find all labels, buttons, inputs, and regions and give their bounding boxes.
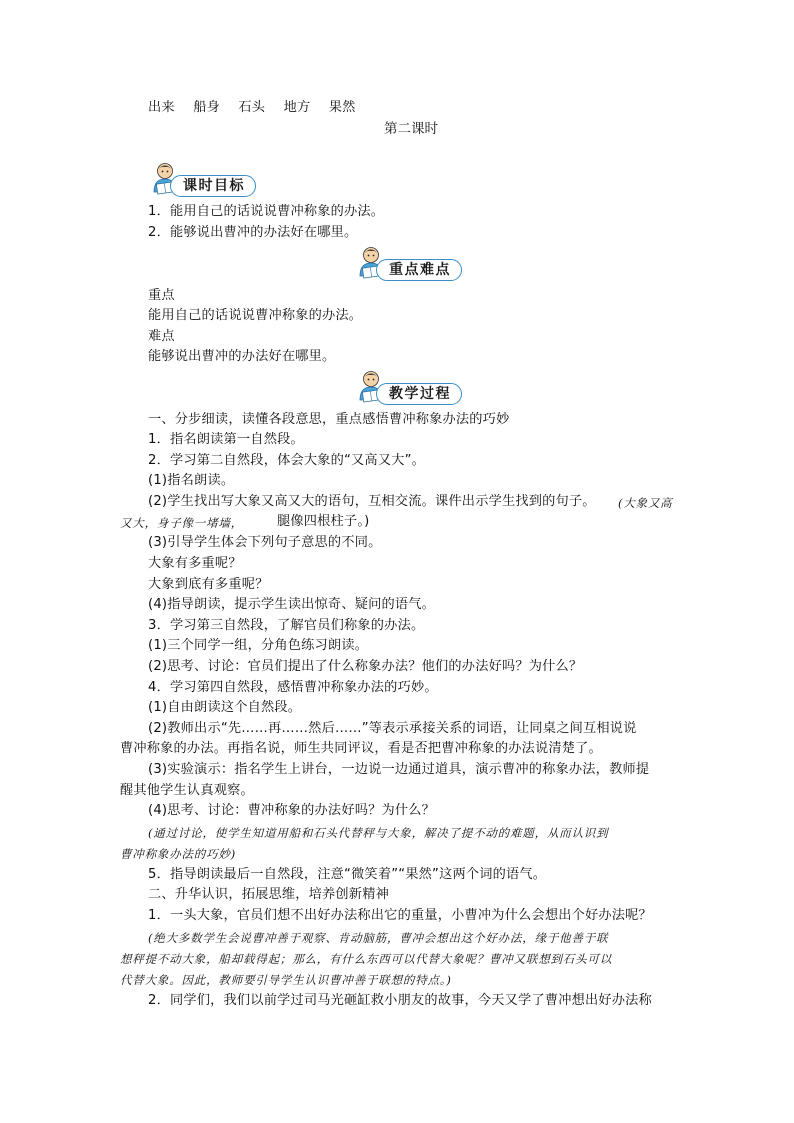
process-line: (4)指导朗读，提示学生读出惊奇、疑问的语气。 bbox=[148, 597, 436, 612]
process-note: 想秤提不动大象，船却载得起；那么，有什么东西可以代替大象呢？曹冲又联想到石头可以 bbox=[120, 952, 612, 966]
process-line: (4)思考、讨论：曹冲称象的办法好吗？为什么？ bbox=[148, 803, 436, 818]
process-note: 代替大象。因此，教师要引导学生认识曹冲善于联想的特点。) bbox=[120, 973, 452, 987]
process-line: 1．指名朗读第一自然段。 bbox=[148, 432, 304, 447]
goal-item: 1．能用自己的话说说曹冲称象的办法。 bbox=[148, 204, 385, 219]
process-line: 5．指导朗读最后一自然段，注意“微笑着”“果然”这两个词的语气。 bbox=[148, 867, 547, 882]
process-line: 醒其他学生认真观察。 bbox=[120, 783, 254, 798]
process-line: 3．学习第三自然段，了解官员们称象的办法。 bbox=[148, 618, 425, 633]
process-line: 2．学习第二自然段，体会大象的“又高又大”。 bbox=[148, 453, 426, 468]
vocabulary-row bbox=[148, 99, 370, 117]
process-line: (1)三个同学一组，分角色练习朗读。 bbox=[148, 638, 369, 653]
vocab-word: 船身 bbox=[193, 100, 220, 115]
section-banner-goals bbox=[148, 162, 258, 200]
vocab-word: 出来 bbox=[148, 100, 175, 115]
process-note: (大象又高 bbox=[618, 496, 673, 510]
section-banner-key-points bbox=[354, 246, 466, 284]
process-note: (通过讨论，使学生知道用船和石头代替秤与大象，解决了提不动的难题，从而认识到 bbox=[148, 826, 609, 840]
process-line: 1．一头大象，官员们想不出好办法称出它的重量，小曹冲为什么会想出个好办法呢？ bbox=[148, 908, 652, 923]
key-point-label: 重点 bbox=[148, 288, 175, 303]
process-line: (2)学生找出写大象又高又大的语句，互相交流。课件出示学生找到的句子。 bbox=[148, 494, 596, 509]
key-point-text: 能用自己的话说说曹冲称象的办法。 bbox=[148, 308, 363, 323]
section-title-key-points: 重点难点 bbox=[376, 259, 462, 281]
section-banner-process bbox=[354, 370, 466, 408]
process-line: (2)教师出示“先……再……然后……”等表示承接关系的词语，让同桌之间互相说说 bbox=[148, 721, 637, 736]
process-note: 腿像四根柱子。) bbox=[277, 514, 370, 529]
section-title-process: 教学过程 bbox=[376, 383, 462, 405]
process-note: 曹冲称象办法的巧妙) bbox=[120, 847, 236, 861]
process-line: 2．同学们，我们以前学过司马光砸缸救小朋友的故事，今天又学了曹冲想出好办法称 bbox=[148, 993, 652, 1008]
process-note: (绝大多数学生会说曹冲善于观察、肯动脑筋，曹冲会想出这个好办法，缘于他善于联 bbox=[148, 931, 609, 945]
example-sentence: 大象到底有多重呢？ bbox=[148, 577, 269, 592]
difficulty-text: 能够说出曹冲的办法好在哪里。 bbox=[148, 349, 336, 364]
process-heading: 二、升华认识，拓展思维，培养创新精神 bbox=[148, 887, 389, 902]
process-heading: 一、分步细读，读懂各段意思，重点感悟曹冲称象办法的巧妙 bbox=[148, 412, 510, 427]
process-line: (3)实验演示：指名学生上讲台，一边说一边通过道具，演示曹冲的称象办法，教师提 bbox=[148, 762, 650, 777]
process-line: 4．学习第四自然段，感悟曹冲称象办法的巧妙。 bbox=[148, 680, 438, 695]
process-line: (1)自由朗读这个自然段。 bbox=[148, 700, 302, 715]
vocab-word: 果然 bbox=[328, 100, 356, 115]
process-line: (2)思考、讨论：官员们提出了什么称象办法？他们的办法好吗？为什么？ bbox=[148, 659, 583, 674]
process-note: 又大，身子像一堵墙， bbox=[120, 516, 243, 530]
lesson-title: 第二课时 bbox=[384, 121, 438, 137]
difficulty-label: 难点 bbox=[148, 329, 175, 344]
vocab-word: 石头 bbox=[238, 100, 266, 115]
goal-item: 2．能够说出曹冲的办法好在哪里。 bbox=[148, 225, 358, 240]
process-line: (3)引导学生体会下列句子意思的不同。 bbox=[148, 535, 382, 550]
section-title-goals: 课时目标 bbox=[170, 175, 256, 197]
process-line: 曹冲称象的办法。再指名说，师生共同评议，看是否把曹冲称象的办法说清楚了。 bbox=[120, 741, 602, 756]
vocab-word: 地方 bbox=[283, 100, 311, 115]
example-sentence: 大象有多重呢？ bbox=[148, 556, 242, 571]
process-line: (1)指名朗读。 bbox=[148, 473, 235, 488]
